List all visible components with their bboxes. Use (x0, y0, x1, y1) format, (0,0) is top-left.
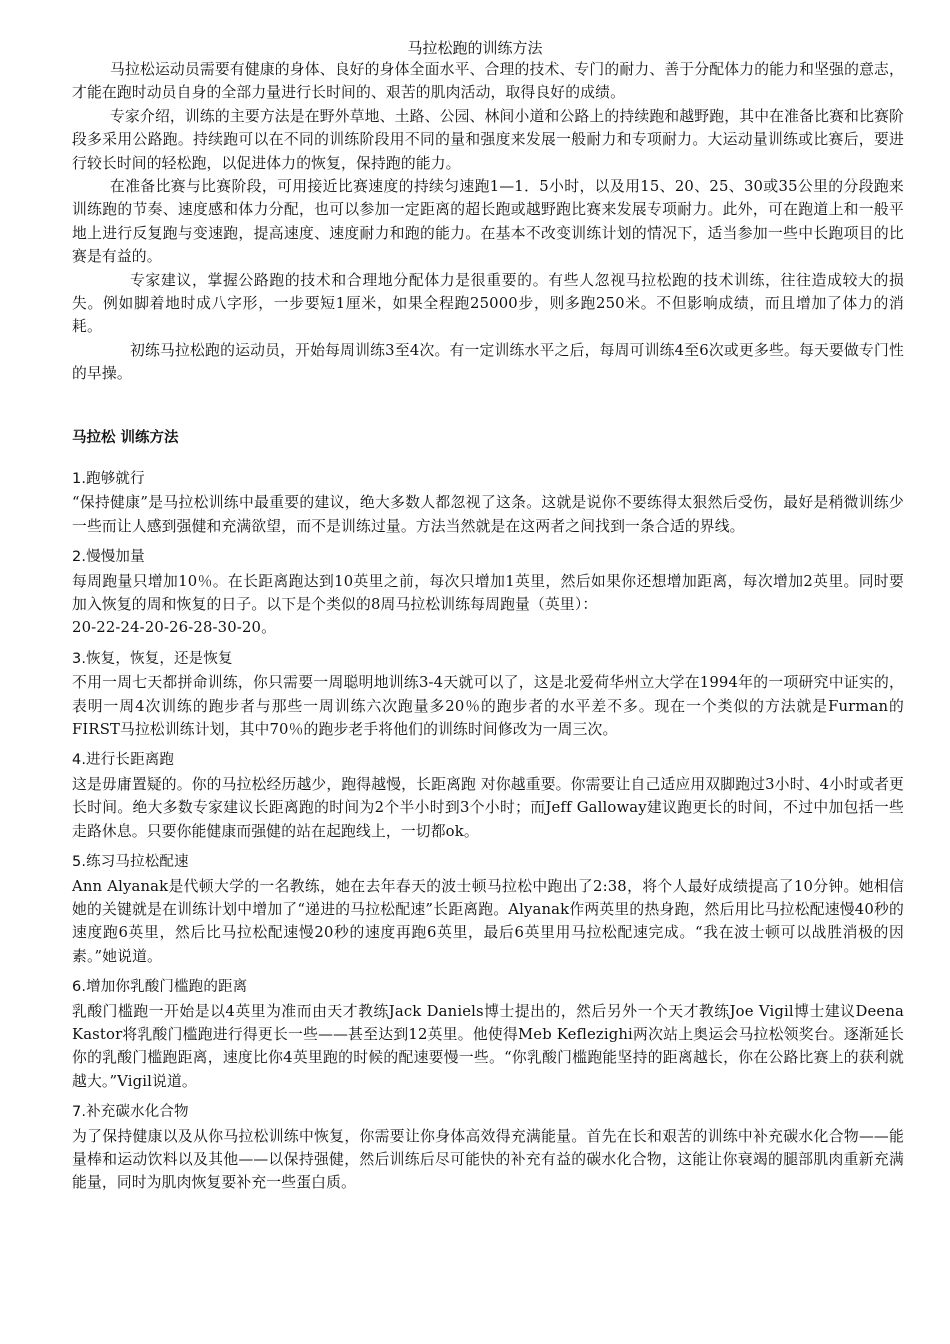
intro-paragraph-5: 初练马拉松跑的运动员，开始每周训练3至4次。有一定训练水平之后，每周可训练4至6次或更多些。每天要做专门性的早操。 (72, 341, 904, 383)
item-title: 6.增加你乳酸门槛跑的距离 (72, 979, 248, 996)
list-item (72, 468, 904, 538)
item-title: 7.补充碳水化合物 (72, 1104, 189, 1121)
item-title: 3.恢复，恢复，还是恢复 (72, 650, 233, 667)
list-item (72, 976, 904, 1093)
list-item (72, 546, 904, 640)
list-item (72, 749, 904, 843)
document-title: 马拉松跑的训练方法 (407, 39, 543, 57)
section-heading: 马拉松 训练方法 (72, 430, 179, 446)
intro-paragraph-2: 专家介绍，训练的主要方法是在野外草地、土路、公园、林间小道和公路上的持续跑和越野跑，其中在准备比赛和比赛阶段多采用公路跑。持续跑可以在不同的训练阶段用不同的量和强度来发展一般耐力和专项耐力。大运动量训练或比赛后，要进行较长时间的轻松跑，以促进体力的恢复，保持跑的能力。 (72, 107, 904, 172)
list-item (72, 648, 904, 742)
training-methods-list (72, 468, 904, 1203)
item-body: 不用一周七天都拼命训练，你只需要一周聪明地训练3-4天就可以了，这是北爱荷华州立大学在1994年的一项研究中证实的，表明一周4次训练的跑步者与那些一周训练六次跑量多20％的跑步者的水平差不多。现在一个类似的方法就是Furman的FIRST马拉松训练计划，其中70％的跑步老手将他们的训练时间修改为一周三次。 (72, 674, 904, 739)
item-body: “保持健康”是马拉松训练中最重要的建议，绝大多数人都忽视了这条。这就是说你不要练得太狠然后受伤，最好是稍微训练少一些而让人感到强健和充满欲望，而不是训练过量。方法当然就是在这两者之间找到一条合适的界线。 (72, 494, 904, 535)
item-title: 2.慢慢加量 (72, 549, 145, 566)
item-body: 为了保持健康以及从你马拉松训练中恢复，你需要让你身体高效得充满能量。首先在长和艰苦的训练中补充碳水化合物——能量棒和运动饮料以及其他——以保持强健，然后训练后尽可能快的补充有益的碳水化合物，这能让你衰竭的腿部肌肉重新充满能量，同时为肌肉恢复要补充一些蛋白质。 (72, 1127, 904, 1192)
item-body: 这是毋庸置疑的。你的马拉松经历越少，跑得越慢，长距离跑 对你越重要。你需要让自己适应用双脚跑过3小时、4小时或者更长时间。绝大多数专家建议长距离跑的时间为2个半小时到3个小时；而Jeff Galloway建议跑更长的时间，不过中加包括一些走路休息。只要你能健康而强健的站在起跑线上，一切都ok。 (72, 775, 904, 840)
item-title: 5.练习马拉松配速 (72, 854, 189, 871)
item-title: 1.跑够就行 (72, 471, 145, 487)
item-body: Ann Alyanak是代顿大学的一名教练，她在去年春天的波士顿马拉松中跑出了2:38，将个人最好成绩提高了10分钟。她相信她的关键就是在训练计划中增加了“递进的马拉松配速”长距离跑。Alyanak作两英里的热身跑，然后用比马拉松配速慢40秒的速度跑6英里，然后比马拉松配速慢20秒的速度再跑6英里，最后6英里用马拉松配速完成。“我在波士顿可以战胜消极的因素。”她说道。 (72, 877, 904, 965)
item-title: 4.进行长距离跑 (72, 752, 175, 769)
item-body: 乳酸门槛跑一开始是以4英里为准而由天才教练Jack Daniels博士提出的，然后另外一个天才教练Joe Vigil博士建议Deena Kastor将乳酸门槛跑进行得更长一些——甚至达到12英里。他使得Meb Keflezighi两次站上奥运会马拉松领奖台。逐渐延长你的乳酸门槛跑距离，速度比你4英里跑的时候的配速要慢一些。“你乳酸门槛跑能坚持的距离越长，你在公路比赛上的获利就越大。”Vigil说道。 (72, 1002, 904, 1090)
list-item (72, 1101, 904, 1195)
intro-paragraph-4: 专家建议，掌握公路跑的技术和合理地分配体力是很重要的。有些人忽视马拉松跑的技术训练，往往造成较大的损失。例如脚着地时成八字形，一步要短1厘米，如果全程跑25000步，则多跑250米。不但影响成绩，而且增加了体力的消耗。 (72, 271, 904, 336)
intro-paragraph-3: 在准备比赛与比赛阶段，可用接近比赛速度的持续匀速跑1—1．5小时，以及用15、20、25、30或35公里的分段跑来训练跑的节奏、速度感和体力分配，也可以参加一定距离的超长跑或越野跑比赛来发展专项耐力。此外，可在跑道上和一般平地上进行反复跑与变速跑，提高速度、速度耐力和跑的能力。在基本不改变训练计划的情况下，适当参加一些中长跑项目的比赛是有益的。 (72, 178, 904, 266)
intro-paragraph-1: 马拉松运动员需要有健康的身体、良好的身体全面水平、合理的技术、专门的耐力、善于分配体力的能力和坚强的意志，才能在跑时动员自身的全部力量进行长时间的、艰苦的肌肉活动，取得良好的成绩。 (72, 61, 904, 102)
intro-section (72, 58, 904, 386)
item-body: 每周跑量只增加10％。在长距离跑达到10英里之前，每次只增加1英里，然后如果你还想增加距离，每次增加2英里。同时要加入恢复的周和恢复的日子。以下是个类似的8周马拉松训练每周跑量（英里）： (72, 572, 904, 614)
weekly-mileage-sequence: 20-22-24-20-26-28-30-20。 (72, 619, 277, 637)
list-item (72, 851, 904, 968)
